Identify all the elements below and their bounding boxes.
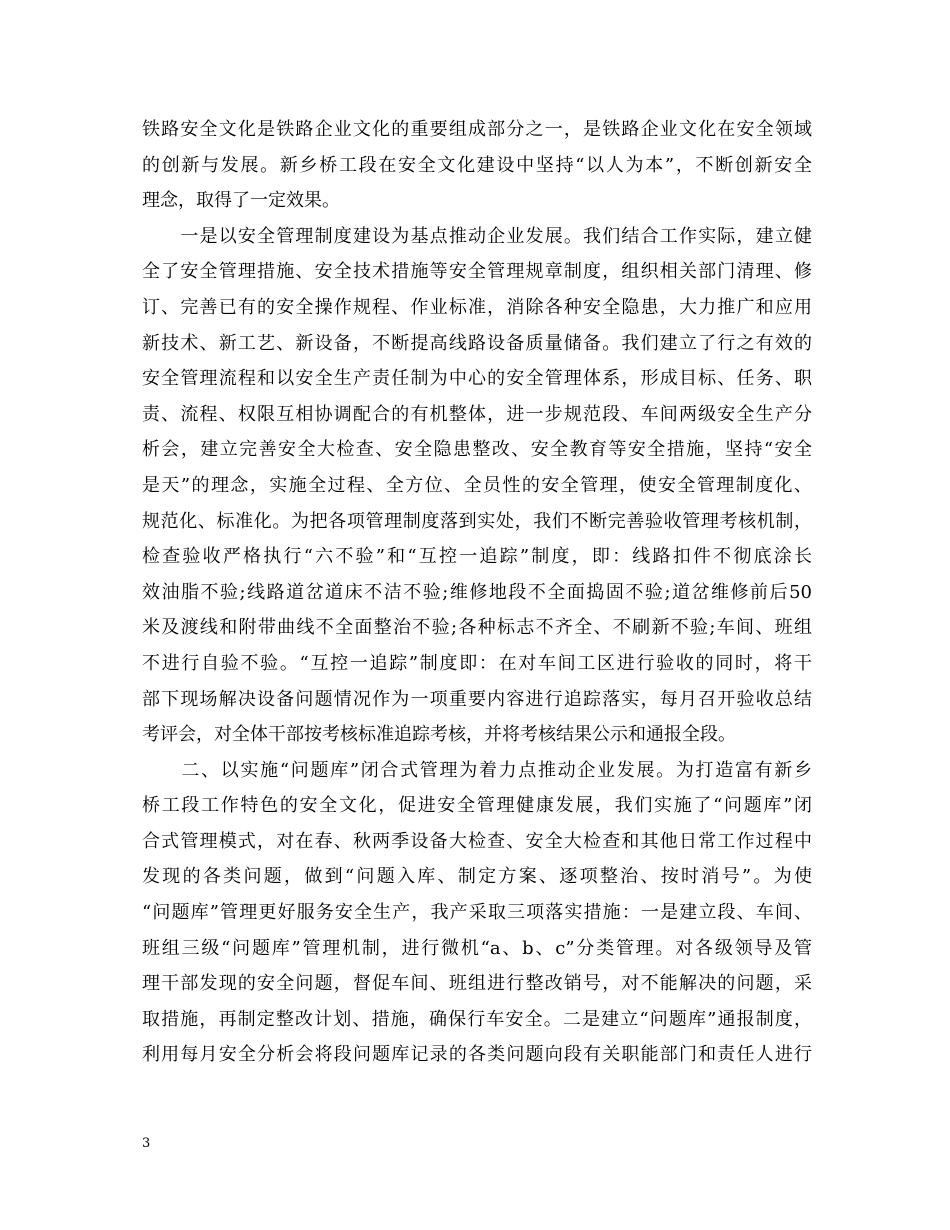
paragraph-2 xyxy=(142,219,812,753)
text-line: 是天”的理念，实施全过程、全方位、全员性的安全管理，使安全管理制度化、 xyxy=(142,474,812,496)
text-line: 班组三级“问题库”管理机制，进行微机“a、b、c”分类管理。对各级领导及管 xyxy=(142,937,812,959)
body-text xyxy=(142,112,812,1073)
text-line: 一是以安全管理制度建设为基点推动企业发展。我们结合工作实际，建立健 xyxy=(142,225,812,247)
text-line: 桥工段工作特色的安全文化，促进安全管理健康发展，我们实施了“问题库”闭 xyxy=(142,795,812,817)
text-line: 析会，建立完善安全大检查、安全隐患整改、安全教育等安全措施，坚持“安全 xyxy=(142,439,812,461)
text-line: 发现的各类问题，做到“问题入库、制定方案、逐项整治、按时消号”。为使 xyxy=(142,866,812,888)
text-line: 责、流程、权限互相协调配合的有机整体，进一步规范段、车间两级安全生产分 xyxy=(142,403,812,425)
text-line: 二、以实施“问题库”闭合式管理为着力点推动企业发展。为打造富有新乡 xyxy=(142,759,812,781)
text-line: 全了安全管理措施、安全技术措施等安全管理规章制度，组织相关部门清理、修 xyxy=(142,261,812,283)
text-line: 利用每月安全分析会将段问题库记录的各类问题向段有关职能部门和责任人进行 xyxy=(142,1044,812,1066)
text-line: 的创新与发展。新乡桥工段在安全文化建设中坚持“以人为本”，不断创新安全 xyxy=(142,154,812,176)
text-line: 检查验收严格执行“六不验”和“互控一追踪”制度，即：线路扣件不彻底涂长 xyxy=(142,546,812,568)
text-line: 订、完善已有的安全操作规程、作业标准，消除各种安全隐患，大力推广和应用 xyxy=(142,296,812,318)
text-line: 米及渡线和附带曲线不全面整治不验;各种标志不齐全、不刷新不验;车间、班组 xyxy=(142,617,812,639)
text-line: 不进行自验不验。“互控一追踪”制度即：在对车间工区进行验收的同时，将干 xyxy=(142,652,812,674)
text-line: 铁路安全文化是铁路企业文化的重要组成部分之一，是铁路企业文化在安全领域 xyxy=(142,119,812,140)
text-line: 考评会，对全体干部按考核标准追踪考核，并将考核结果公示和通报全段。 xyxy=(142,724,736,746)
paragraph-1 xyxy=(142,112,812,219)
text-line: 规范化、标准化。为把各项管理制度落到实处，我们不断完善验收管理考核机制， xyxy=(142,510,812,532)
paragraph-3 xyxy=(142,753,812,1073)
text-line: 效油脂不验;线路道岔道床不洁不验;维修地段不全面捣固不验;道岔维修前后50 xyxy=(142,581,812,603)
text-line: “问题库”管理更好服务安全生产，我产采取三项落实措施：一是建立段、车间、 xyxy=(142,902,812,924)
text-line: 合式管理模式，对在春、秋两季设备大检查、安全大检查和其他日常工作过程中 xyxy=(142,830,812,852)
text-line: 新技术、新工艺、新设备，不断提高线路设备质量储备。我们建立了行之有效的 xyxy=(142,332,812,354)
page-number: 3 xyxy=(142,1136,151,1151)
text-line: 部下现场解决设备问题情况作为一项重要内容进行追踪落实，每月召开验收总结 xyxy=(142,688,812,710)
text-line: 安全管理流程和以安全生产责任制为中心的安全管理体系，形成目标、任务、职 xyxy=(142,368,812,390)
text-line: 理干部发现的安全问题，督促车间、班组进行整改销号，对不能解决的问题，采 xyxy=(142,973,812,995)
text-line: 取措施，再制定整改计划、措施，确保行车安全。二是建立“问题库”通报制度， xyxy=(142,1008,812,1030)
text-line: 理念，取得了一定效果。 xyxy=(142,190,340,212)
